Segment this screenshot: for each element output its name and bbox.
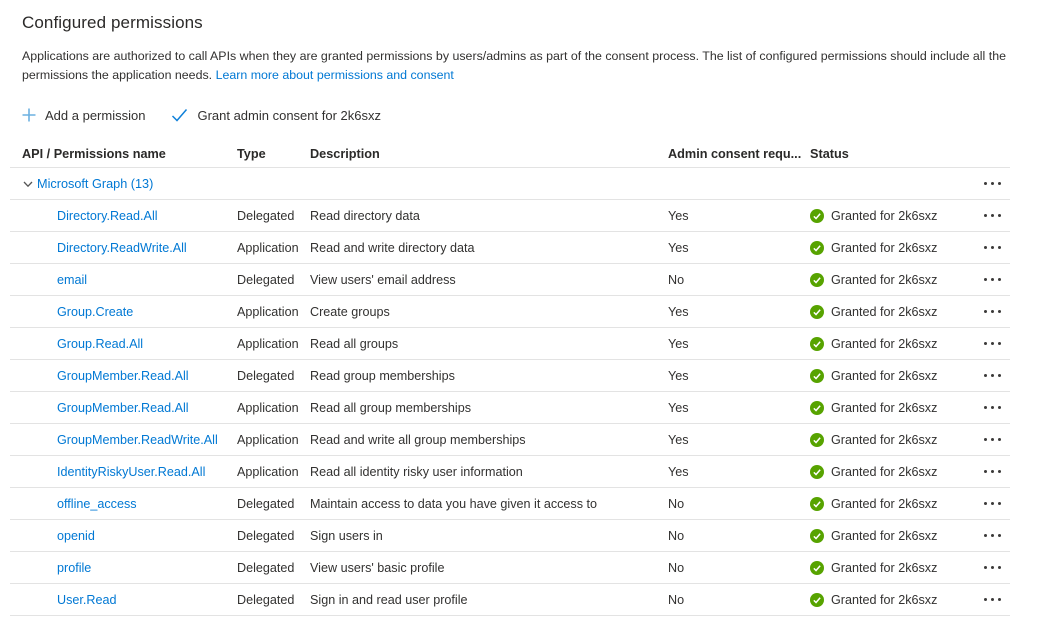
row-menu-cell: [975, 242, 1010, 253]
permission-type-cell: Application: [237, 464, 299, 479]
status-cell: [810, 241, 975, 255]
permission-type-cell: Delegated: [237, 592, 295, 607]
status-cell: [810, 337, 975, 351]
admin-consent-cell: Yes: [668, 464, 689, 479]
table-row: [10, 264, 1010, 296]
permission-description-cell: View users' basic profile: [310, 560, 445, 575]
table-row: [10, 488, 1010, 520]
permission-description-cell: Read and write all group memberships: [310, 432, 526, 447]
row-context-menu-button[interactable]: [982, 594, 1003, 605]
status-label: Granted for 2k6sxz: [831, 336, 938, 351]
permission-link[interactable]: email: [57, 272, 88, 287]
column-header-status: Status: [810, 146, 849, 161]
status-label: Granted for 2k6sxz: [831, 240, 938, 255]
granted-check-icon: [810, 209, 824, 223]
permission-type-cell: Application: [237, 432, 299, 447]
permission-description-cell: Read all group memberships: [310, 400, 472, 415]
granted-check-icon: [810, 561, 824, 575]
permission-type-cell: Application: [237, 240, 299, 255]
row-menu-cell: [975, 338, 1010, 349]
learn-more-link[interactable]: Learn more about permissions and consent: [215, 68, 454, 82]
table-row: [10, 552, 1010, 584]
admin-consent-cell: No: [668, 592, 685, 607]
permission-type-cell: Delegated: [237, 560, 295, 575]
row-menu-cell: [975, 562, 1010, 573]
permission-description-cell: Read and write directory data: [310, 240, 475, 255]
permission-description-cell: Read directory data: [310, 208, 420, 223]
grant-admin-consent-button[interactable]: [171, 108, 381, 123]
permission-type-cell: Application: [237, 304, 299, 319]
api-group-row: [10, 168, 1010, 200]
table-body: [10, 200, 1010, 616]
row-menu-cell: [975, 594, 1010, 605]
status-cell: [810, 433, 975, 447]
api-group-cell: [10, 177, 975, 191]
row-menu-cell: [975, 530, 1010, 541]
status-cell: [810, 465, 975, 479]
column-header-description: Description: [310, 146, 380, 161]
admin-consent-cell: Yes: [668, 400, 689, 415]
permission-name-cell: [10, 305, 237, 319]
permission-link[interactable]: Directory.ReadWrite.All: [57, 240, 187, 255]
permission-type-cell: Delegated: [237, 208, 295, 223]
permission-link[interactable]: profile: [57, 560, 92, 575]
permission-name-cell: [10, 209, 237, 223]
row-context-menu-button[interactable]: [982, 498, 1003, 509]
row-menu-cell: [975, 466, 1010, 477]
status-cell: [810, 561, 975, 575]
admin-consent-cell: No: [668, 560, 685, 575]
table-row: [10, 520, 1010, 552]
add-permission-label: Add a permission: [45, 107, 146, 123]
admin-consent-cell: Yes: [668, 240, 689, 255]
permission-name-cell: [10, 241, 237, 255]
granted-check-icon: [810, 593, 824, 607]
table-row: [10, 456, 1010, 488]
status-cell: [810, 305, 975, 319]
permission-link[interactable]: User.Read: [57, 592, 117, 607]
permission-description-cell: Maintain access to data you have given it access to: [310, 496, 598, 511]
granted-check-icon: [810, 465, 824, 479]
permission-link[interactable]: Group.Create: [57, 304, 134, 319]
column-header-type: Type: [237, 146, 266, 161]
status-label: Granted for 2k6sxz: [831, 304, 938, 319]
status-cell: [810, 529, 975, 543]
permission-type-cell: Delegated: [237, 368, 295, 383]
row-menu-cell: [975, 370, 1010, 381]
permission-description-cell: Sign in and read user profile: [310, 592, 468, 607]
row-menu-cell: [975, 210, 1010, 221]
permission-link[interactable]: offline_access: [57, 496, 137, 511]
page-title: Configured permissions: [22, 13, 203, 32]
status-label: Granted for 2k6sxz: [831, 592, 938, 607]
table-row: [10, 360, 1010, 392]
row-context-menu-button[interactable]: [982, 338, 1003, 349]
permission-name-cell: [10, 529, 237, 543]
granted-check-icon: [810, 529, 824, 543]
granted-check-icon: [810, 497, 824, 511]
status-cell: [810, 593, 975, 607]
table-row: [10, 200, 1010, 232]
api-group-link[interactable]: Microsoft Graph (13): [37, 176, 154, 191]
status-label: Granted for 2k6sxz: [831, 208, 938, 223]
row-context-menu-button[interactable]: [982, 402, 1003, 413]
admin-consent-cell: Yes: [668, 368, 689, 383]
granted-check-icon: [810, 433, 824, 447]
permission-link[interactable]: GroupMember.ReadWrite.All: [57, 432, 218, 447]
status-label: Granted for 2k6sxz: [831, 464, 938, 479]
grant-admin-consent-label: Grant admin consent for 2k6sxz: [197, 107, 381, 123]
status-cell: [810, 209, 975, 223]
chevron-down-icon[interactable]: [22, 178, 34, 190]
status-label: Granted for 2k6sxz: [831, 496, 938, 511]
table-row: [10, 584, 1010, 616]
table-row: [10, 296, 1010, 328]
row-menu-cell: [975, 274, 1010, 285]
command-bar: [22, 102, 1057, 128]
granted-check-icon: [810, 273, 824, 287]
permission-name-cell: [10, 433, 237, 447]
row-context-menu-button[interactable]: [982, 178, 1003, 189]
table-row: [10, 424, 1010, 456]
permission-name-cell: [10, 401, 237, 415]
permission-type-cell: Delegated: [237, 272, 295, 287]
permission-name-cell: [10, 465, 237, 479]
permission-type-cell: Delegated: [237, 528, 295, 543]
permission-link[interactable]: Directory.Read.All: [57, 208, 158, 223]
group-menu-cell: [975, 178, 1010, 189]
plus-icon: [22, 108, 36, 122]
row-context-menu-button[interactable]: [982, 274, 1003, 285]
granted-check-icon: [810, 241, 824, 255]
permission-link[interactable]: IdentityRiskyUser.Read.All: [57, 464, 206, 479]
status-cell: [810, 369, 975, 383]
admin-consent-cell: No: [668, 496, 685, 511]
permission-name-cell: [10, 497, 237, 511]
admin-consent-cell: Yes: [668, 432, 689, 447]
permission-type-cell: Application: [237, 336, 299, 351]
status-label: Granted for 2k6sxz: [831, 560, 938, 575]
column-header-api-permissions-name: API / Permissions name: [22, 146, 166, 161]
status-label: Granted for 2k6sxz: [831, 432, 938, 447]
permission-link[interactable]: Group.Read.All: [57, 336, 144, 351]
admin-consent-cell: No: [668, 528, 685, 543]
row-context-menu-button[interactable]: [982, 466, 1003, 477]
admin-consent-cell: No: [668, 272, 685, 287]
permission-description-cell: View users' email address: [310, 272, 456, 287]
status-cell: [810, 497, 975, 511]
description-text: Applications are authorized to call APIs when they are granted permissions by users/admins as part of the consent process. The list of configured permissions should include all the permissions the application needs.: [22, 49, 1006, 82]
permission-name-cell: [10, 593, 237, 607]
permission-description-cell: Sign users in: [310, 528, 383, 543]
admin-consent-cell: Yes: [668, 208, 689, 223]
permission-link[interactable]: GroupMember.Read.All: [57, 368, 189, 383]
permission-link[interactable]: GroupMember.Read.All: [57, 400, 189, 415]
permission-name-cell: [10, 273, 237, 287]
table-row: [10, 232, 1010, 264]
table-row: [10, 392, 1010, 424]
column-header-admin-consent: Admin consent requ...: [668, 146, 802, 161]
row-menu-cell: [975, 402, 1010, 413]
permission-link[interactable]: openid: [57, 528, 95, 543]
status-label: Granted for 2k6sxz: [831, 400, 938, 415]
granted-check-icon: [810, 305, 824, 319]
row-context-menu-button[interactable]: [982, 562, 1003, 573]
row-context-menu-button[interactable]: [982, 242, 1003, 253]
permission-description-cell: Read all identity risky user information: [310, 464, 523, 479]
granted-check-icon: [810, 401, 824, 415]
permission-name-cell: [10, 337, 237, 351]
status-label: Granted for 2k6sxz: [831, 528, 938, 543]
check-icon: [171, 108, 188, 122]
granted-check-icon: [810, 337, 824, 351]
status-cell: [810, 401, 975, 415]
permission-name-cell: [10, 369, 237, 383]
table-row: [10, 328, 1010, 360]
row-menu-cell: [975, 306, 1010, 317]
permission-type-cell: Application: [237, 400, 299, 415]
add-permission-button[interactable]: [22, 108, 145, 123]
status-cell: [810, 273, 975, 287]
row-context-menu-button[interactable]: [982, 530, 1003, 541]
row-menu-cell: [975, 434, 1010, 445]
granted-check-icon: [810, 369, 824, 383]
permission-description-cell: Read all groups: [310, 336, 399, 351]
row-context-menu-button[interactable]: [982, 210, 1003, 221]
table-header-row: [10, 140, 1010, 168]
row-context-menu-button[interactable]: [982, 306, 1003, 317]
row-menu-cell: [975, 498, 1010, 509]
status-label: Granted for 2k6sxz: [831, 368, 938, 383]
row-context-menu-button[interactable]: [982, 370, 1003, 381]
row-context-menu-button[interactable]: [982, 434, 1003, 445]
permission-type-cell: Delegated: [237, 496, 295, 511]
permission-name-cell: [10, 561, 237, 575]
admin-consent-cell: Yes: [668, 336, 689, 351]
permission-description-cell: Read group memberships: [310, 368, 455, 383]
status-label: Granted for 2k6sxz: [831, 272, 938, 287]
section-description: [22, 47, 1017, 85]
permission-description-cell: Create groups: [310, 304, 390, 319]
permissions-table: [10, 140, 1010, 616]
admin-consent-cell: Yes: [668, 304, 689, 319]
